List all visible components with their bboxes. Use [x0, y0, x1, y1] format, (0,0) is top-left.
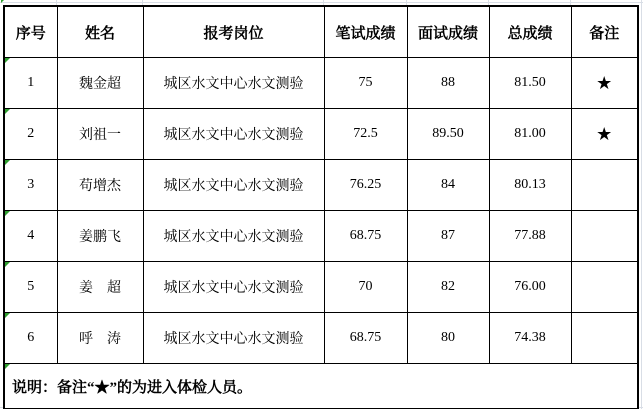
cell-remark[interactable] [571, 160, 638, 211]
cell-name[interactable]: 苟增杰 [57, 160, 143, 211]
sheet-gridline [0, 2, 643, 3]
cell-index[interactable]: 5 [4, 262, 57, 313]
column-header-remark[interactable]: 备注 [571, 6, 638, 58]
cell-total[interactable]: 81.50 [489, 58, 571, 109]
cell-flag-triangle-icon [5, 364, 10, 369]
cell-index[interactable]: 4 [4, 211, 57, 262]
cell-position[interactable]: 城区水文中心水文测验 [143, 109, 324, 160]
cell-written[interactable]: 68.75 [324, 313, 407, 364]
table-row [4, 58, 638, 109]
column-header-position[interactable]: 报考岗位 [143, 6, 324, 58]
header-row [4, 6, 638, 58]
cell-index[interactable]: 6 [4, 313, 57, 364]
column-header-index[interactable]: 序号 [4, 6, 57, 58]
column-header-written[interactable]: 笔试成绩 [324, 6, 407, 58]
cell-total[interactable]: 80.13 [489, 160, 571, 211]
cell-position[interactable]: 城区水文中心水文测验 [143, 313, 324, 364]
cell-name[interactable]: 呼 涛 [57, 313, 143, 364]
note-text: 说明：备注“★”的为进入体检人员。 [12, 379, 253, 396]
cell-position[interactable]: 城区水文中心水文测验 [143, 160, 324, 211]
cell-remark[interactable] [571, 262, 638, 313]
cell-written[interactable]: 68.75 [324, 211, 407, 262]
score-table [3, 5, 639, 409]
cell-flag-triangle-icon [5, 160, 10, 165]
cell-flag-triangle-icon [5, 211, 10, 216]
cell-flag-triangle-icon [5, 58, 10, 63]
cell-flag-triangle-icon [5, 109, 10, 114]
cell-position[interactable]: 城区水文中心水文测验 [143, 262, 324, 313]
cell-name[interactable]: 刘祖一 [57, 109, 143, 160]
table-row [4, 211, 638, 262]
cell-remark[interactable]: ★ [571, 58, 638, 109]
cell-interview[interactable]: 87 [407, 211, 489, 262]
cell-remark[interactable] [571, 211, 638, 262]
cell-flag-triangle-icon [5, 313, 10, 318]
cell-remark[interactable]: ★ [571, 109, 638, 160]
table-row [4, 313, 638, 364]
cell-name[interactable]: 魏金超 [57, 58, 143, 109]
cell-written[interactable]: 76.25 [324, 160, 407, 211]
column-header-total[interactable]: 总成绩 [489, 6, 571, 58]
cell-interview[interactable]: 84 [407, 160, 489, 211]
cell-interview[interactable]: 89.50 [407, 109, 489, 160]
clipped-cell-flag-triangle-icon [1, 0, 5, 3]
cell-name[interactable]: 姜 超 [57, 262, 143, 313]
note-cell[interactable] [4, 364, 638, 409]
note-row [4, 364, 638, 409]
cell-total[interactable]: 77.88 [489, 211, 571, 262]
cell-flag-triangle-icon [5, 262, 10, 267]
cell-index[interactable]: 3 [4, 160, 57, 211]
cell-total[interactable]: 76.00 [489, 262, 571, 313]
cell-name[interactable]: 姜鹏飞 [57, 211, 143, 262]
cell-written[interactable]: 70 [324, 262, 407, 313]
cell-interview[interactable]: 88 [407, 58, 489, 109]
column-header-interview[interactable]: 面试成绩 [407, 6, 489, 58]
sheet-gridline [641, 0, 642, 409]
cell-total[interactable]: 81.00 [489, 109, 571, 160]
cell-interview[interactable]: 82 [407, 262, 489, 313]
column-header-name[interactable]: 姓名 [57, 6, 143, 58]
cell-written[interactable]: 72.5 [324, 109, 407, 160]
cell-index[interactable]: 2 [4, 109, 57, 160]
cell-interview[interactable]: 80 [407, 313, 489, 364]
cell-position[interactable]: 城区水文中心水文测验 [143, 211, 324, 262]
cell-position[interactable]: 城区水文中心水文测验 [143, 58, 324, 109]
cell-remark[interactable] [571, 313, 638, 364]
table-row [4, 109, 638, 160]
cell-index[interactable]: 1 [4, 58, 57, 109]
cell-total[interactable]: 74.38 [489, 313, 571, 364]
cell-written[interactable]: 75 [324, 58, 407, 109]
table-row [4, 262, 638, 313]
table-row [4, 160, 638, 211]
